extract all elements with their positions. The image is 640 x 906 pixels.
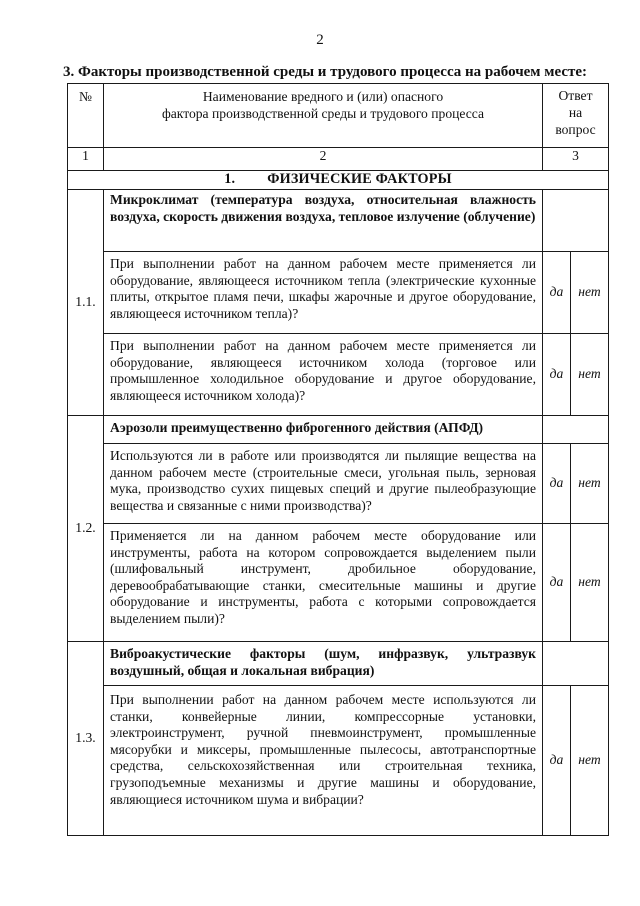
question-row bbox=[68, 444, 609, 524]
group-number: 1.2. bbox=[68, 416, 104, 642]
page-number: 2 bbox=[316, 32, 324, 48]
answer-yes[interactable]: да bbox=[543, 686, 571, 836]
factors-table bbox=[67, 83, 609, 836]
category-heading bbox=[68, 171, 609, 190]
group-title-row bbox=[68, 190, 609, 252]
answer-no[interactable]: нет bbox=[571, 252, 609, 334]
answer-empty-cell bbox=[543, 642, 609, 686]
answer-yes[interactable]: да bbox=[543, 252, 571, 334]
category-row bbox=[68, 171, 609, 190]
question-text: Применяется ли на данном рабочем месте оборудование или инструменты, работа на котором сопровождается выделением пыли (шлифовальный инструмент, дробильное оборудование, деревообрабатывающие станки, смесительные машины и другие оборудование и инструменты, работа с которыми сопровождается выделением пыли)? bbox=[104, 524, 543, 642]
question-row bbox=[68, 524, 609, 642]
group-title: Аэрозоли преимущественно фиброгенного действия (АПФД) bbox=[104, 416, 543, 444]
group-number: 1.1. bbox=[68, 190, 104, 416]
answer-empty-cell bbox=[543, 416, 609, 444]
group-title-row bbox=[68, 642, 609, 686]
header-name-line-2: фактора производственной среды и трудового процесса bbox=[161, 105, 485, 121]
answer-yes[interactable]: да bbox=[543, 334, 571, 416]
column-number-3: 3 bbox=[543, 148, 609, 171]
header-num: № bbox=[68, 84, 104, 148]
header-name bbox=[104, 84, 543, 148]
header-name-line-1: Наименование вредного и (или) опасного bbox=[202, 89, 444, 104]
question-text: Используются ли в работе или производятся ли пылящие вещества на данном рабочем месте (строительные смеси, угольная пыль, зерновая мука, производство сухих пищевых специй и другие пылеобразующие вещества и связанные с ними производства)? bbox=[104, 444, 543, 524]
answer-yes[interactable]: да bbox=[543, 444, 571, 524]
answer-no[interactable]: нет bbox=[571, 444, 609, 524]
answer-yes[interactable]: да bbox=[543, 524, 571, 642]
answer-no[interactable]: нет bbox=[571, 334, 609, 416]
header-answer-line-2: на bbox=[568, 105, 583, 120]
table-header-row bbox=[68, 84, 609, 148]
header-answer-line-3: вопрос bbox=[555, 122, 596, 137]
question-text: При выполнении работ на данном рабочем месте применяется ли оборудование, являющееся источником холода (торговое или промышленное холодильное оборудование и другое оборудование, являющееся источником холода)? bbox=[104, 334, 543, 416]
group-title: Микроклимат (температура воздуха, относительная влажность воздуха, скорость движения воздуха, тепловое излучение (облучение) bbox=[104, 190, 543, 252]
category-number: 1. bbox=[224, 171, 236, 187]
category-title: ФИЗИЧЕСКИЕ ФАКТОРЫ bbox=[267, 171, 452, 187]
header-answer bbox=[543, 84, 609, 148]
question-row bbox=[68, 252, 609, 334]
group-title-row bbox=[68, 416, 609, 444]
header-answer-line-1: Ответ bbox=[558, 88, 593, 103]
question-row bbox=[68, 334, 609, 416]
question-text: При выполнении работ на данном рабочем месте применяется ли оборудование, являющееся источником тепла (электрические кухонные плиты, открытое пламя печи, шкафы жарочные и другое оборудование, являющееся источником тепла)? bbox=[104, 252, 543, 334]
question-text: При выполнении работ на данном рабочем месте используются ли станки, конвейерные линии, компрессорные установки, электроинструмент, ручной пневмоинструмент, промышленные мясорубки и миксеры, промышленные пылесосы, автотранспортные средства, сельскохозяйственная или строительная техника, грузоподъемные механизмы и другие машины и оборудование, являющиеся источником шума и вибрации? bbox=[104, 686, 543, 836]
group-number: 1.3. bbox=[68, 642, 104, 836]
question-row bbox=[68, 686, 609, 836]
section-title: 3. Факторы производственной среды и трудового процесса на рабочем месте: bbox=[63, 64, 588, 80]
answer-no[interactable]: нет bbox=[571, 686, 609, 836]
answer-empty-cell bbox=[543, 190, 609, 252]
column-numbers-row bbox=[68, 148, 609, 171]
group-title: Виброакустические факторы (шум, инфразвук, ультразвук воздушный, общая и локальная вибрация) bbox=[104, 642, 543, 686]
answer-no[interactable]: нет bbox=[571, 524, 609, 642]
column-number-1: 1 bbox=[68, 148, 104, 171]
column-number-2: 2 bbox=[104, 148, 543, 171]
